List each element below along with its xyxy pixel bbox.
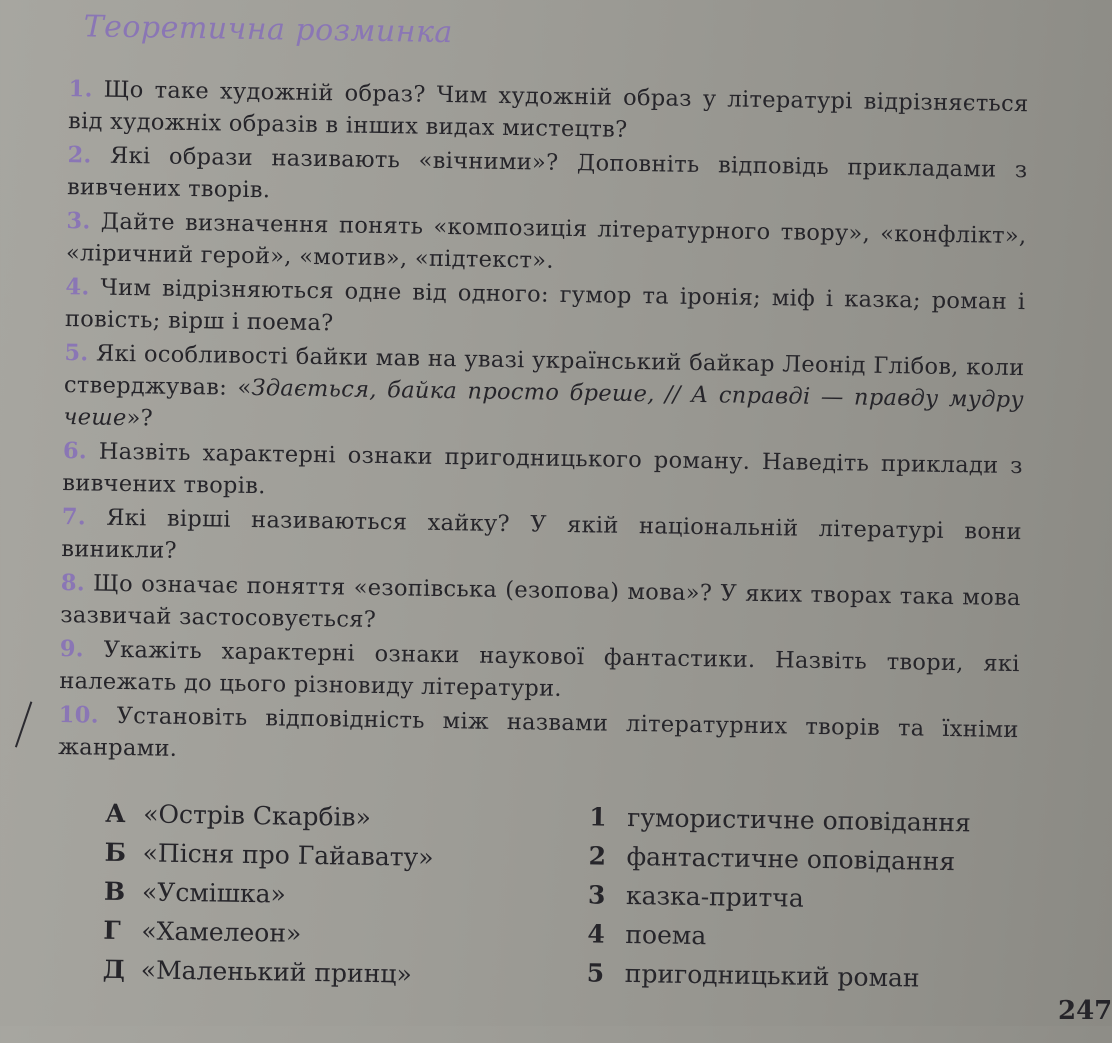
- question-9: [59, 633, 1020, 712]
- work-item: [105, 794, 435, 838]
- question-7: [61, 501, 1022, 580]
- question-text: Які образи називають «вічними»? Доповніть відповідь прикладами з вивчених творів.: [66, 142, 1028, 204]
- question-number: 5.: [64, 340, 89, 367]
- work-letter: Б: [104, 837, 127, 868]
- genre-item: [587, 914, 969, 959]
- genre-item: [588, 875, 970, 920]
- work-title: «Хамелеон»: [141, 916, 302, 948]
- genres-list: [586, 797, 971, 998]
- question-text: Дайте визначення понять «композиція літературного твору», «конфлікт», «ліричний герой», «мотив», «підтекст».: [65, 208, 1027, 274]
- genre-label: казка-притча: [625, 880, 804, 913]
- question-number: 6.: [62, 438, 88, 465]
- work-letter: Г: [103, 915, 121, 946]
- question-2: [67, 139, 1028, 218]
- genre-number: 2: [588, 841, 607, 871]
- work-letter: Д: [102, 954, 126, 985]
- question-4: [65, 271, 1026, 350]
- question-8: [60, 567, 1021, 646]
- question-text: Назвіть характерні ознаки пригодницького роману. Наведіть приклади з вивчених творів.: [62, 438, 1024, 500]
- genre-number: 4: [587, 919, 606, 949]
- section-heading: Теоретична розминка: [83, 9, 454, 51]
- genre-number: 5: [586, 958, 605, 988]
- genre-item: [586, 953, 968, 998]
- genre-label: фантастичне оповідання: [626, 841, 956, 877]
- question-text-end: »?: [126, 405, 154, 432]
- question-3: [66, 205, 1027, 284]
- genre-number: 1: [589, 802, 607, 832]
- question-number: 9.: [59, 636, 85, 663]
- genre-label: поема: [625, 919, 707, 951]
- work-item: [102, 950, 432, 994]
- question-number: 4.: [65, 274, 90, 301]
- question-number: 1.: [68, 76, 93, 103]
- question-5: [63, 337, 1024, 448]
- question-text: Установіть відповідність між назвами літературних творів та їхніми жанрами.: [58, 702, 1019, 762]
- fable-quote: Здається, байка просто бреше, // А справді — правду мудру чеше: [63, 375, 1025, 432]
- question-6: [62, 435, 1023, 514]
- question-1: [68, 73, 1029, 152]
- question-text: Чим відрізняються одне від одного: гумор та іронія; міф і казка; роман і повість; вірш і поема?: [64, 274, 1026, 337]
- work-title: «Маленький принц»: [140, 955, 412, 989]
- question-10: [58, 699, 1019, 778]
- question-number: 7.: [61, 504, 87, 531]
- genre-item: [589, 797, 971, 842]
- pen-mark: [15, 701, 32, 747]
- question-text: Які особливості байки мав на увазі український байкар Леонід Глібов, коли стверджував: «: [63, 340, 1025, 401]
- work-title: «Усмішка»: [141, 877, 287, 909]
- genre-item: [588, 836, 970, 881]
- works-list: [102, 794, 434, 994]
- work-title: «Пісня про Гайавату»: [142, 838, 434, 872]
- work-letter: В: [103, 876, 126, 907]
- question-text: Що означає поняття «езопівська (езопова) мова»? У яких творах така мова зазвичай застосовується?: [60, 570, 1021, 633]
- work-item: [104, 872, 434, 916]
- question-number: 8.: [60, 570, 86, 597]
- question-number: 10.: [58, 702, 100, 729]
- work-letter: А: [105, 798, 126, 829]
- genre-label: пригодницький роман: [624, 958, 920, 993]
- question-text: Що таке художній образ? Чим художній образ у літературі відрізняється від художніх образів в інших видах мистецтв?: [67, 76, 1029, 143]
- genre-label: гумористичне оповідання: [627, 802, 972, 838]
- question-number: 2.: [67, 142, 92, 169]
- question-number: 3.: [66, 208, 91, 235]
- question-list: [58, 73, 1029, 778]
- question-text: Укажіть характерні ознаки наукової фантастики. Назвіть твори, які належать до цього різновиду літератури.: [59, 636, 1020, 702]
- work-item: [104, 833, 434, 877]
- page-number: 247: [1058, 996, 1112, 1026]
- genre-number: 3: [587, 880, 606, 910]
- work-item: [103, 911, 433, 955]
- work-title: «Острів Скарбів»: [143, 799, 372, 832]
- question-text: Які вірші називаються хайку? У якій національній літературі вони виникли?: [61, 504, 1022, 564]
